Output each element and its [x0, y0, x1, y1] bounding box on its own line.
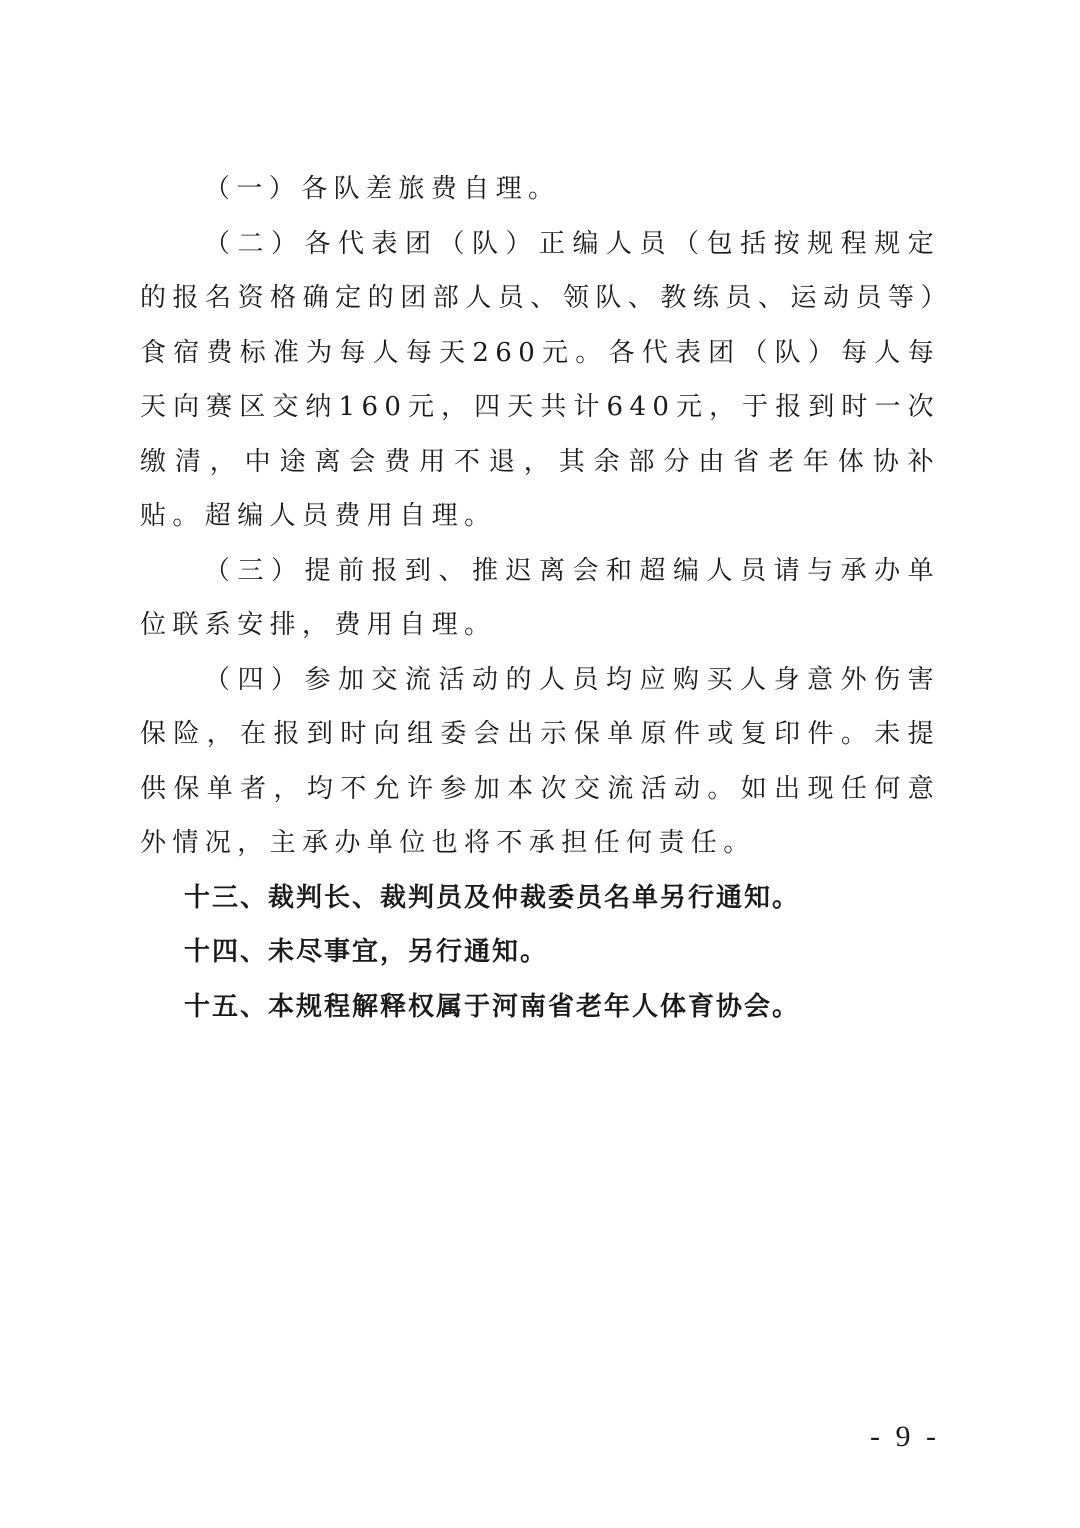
- paragraph-insurance: （四）参加交流活动的人员均应购买人身意外伤害保险，在报到时向组委会出示保单原件或复印件。未提供保单者，均不允许参加本次交流活动。如出现任何意外情况，主承办单位也将不承担任何责任。: [140, 664, 940, 858]
- section-fourteen: 十四、未尽事宜，另行通知。: [184, 937, 549, 967]
- section-thirteen: 十三、裁判长、裁判员及仲裁委员名单另行通知。: [184, 882, 801, 913]
- paragraph-accommodation-fees: （二）各代表团（队）正编人员（包括按规程规定的报名资格确定的团部人员、领队、教练员、运动员等）食宿费标准为每人每天260元。各代表团（队）每人每天向赛区交纳160元，四天共计640元，于报到时一次缴清，中途离会费用不退，其余部分由省老年体协补贴。超编人员费用自理。: [140, 228, 940, 531]
- page-number: - 9 -: [870, 1420, 940, 1453]
- paragraph-early-late-arrival: （三）提前报到、推迟离会和超编人员请与承办单位联系安排，费用自理。: [140, 555, 940, 640]
- document-body: [140, 162, 940, 1034]
- paragraph-travel-expenses: （一）各队差旅费自理。: [204, 174, 561, 204]
- section-fifteen: 十五、本规程解释权属于河南省老年人体育协会。: [184, 991, 801, 1022]
